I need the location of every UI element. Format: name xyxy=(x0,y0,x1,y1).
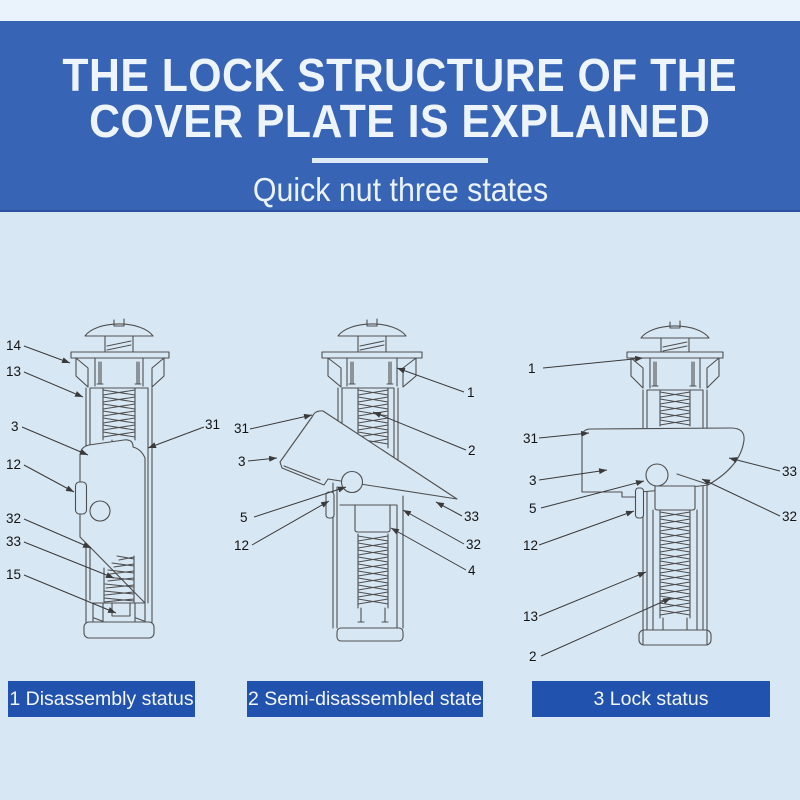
callout-33: 33 xyxy=(6,534,22,549)
header-band xyxy=(0,21,800,212)
callout-14: 14 xyxy=(6,338,22,353)
washer-plate xyxy=(322,352,422,358)
callout-12: 12 xyxy=(234,538,250,553)
pivot-hole xyxy=(90,501,110,521)
callout-2: 2 xyxy=(529,649,537,664)
callout-3: 3 xyxy=(238,454,246,469)
callout-33: 33 xyxy=(782,464,798,479)
side-tab xyxy=(326,492,334,518)
diagram-semi-disassembled xyxy=(230,300,500,650)
foot-channel xyxy=(93,603,145,622)
callout-13: 13 xyxy=(523,609,539,624)
callout-2: 2 xyxy=(468,443,476,458)
state-label-disassembly: 1 Disassembly status xyxy=(8,681,195,717)
top-strip xyxy=(0,0,800,21)
callout-5: 5 xyxy=(240,510,248,525)
pivot-hole xyxy=(646,464,668,486)
fastener-drawing-1 xyxy=(71,319,169,638)
page-title-line1: THE LOCK STRUCTURE OF THE xyxy=(62,49,738,101)
fastener-drawing-3 xyxy=(582,321,744,645)
callout-31: 31 xyxy=(205,417,221,432)
callout-5: 5 xyxy=(529,501,537,516)
callout-32: 32 xyxy=(6,511,22,526)
callout-12: 12 xyxy=(6,457,22,472)
bottom-cap xyxy=(84,622,154,638)
barb-left xyxy=(76,358,88,387)
state-label-semi-disassembled: 2 Semi-disassembled state xyxy=(247,681,483,717)
callout-15: 15 xyxy=(6,567,22,582)
title-divider xyxy=(312,158,488,163)
washer-plate xyxy=(627,352,723,358)
callout-1: 1 xyxy=(467,385,475,400)
side-tab xyxy=(76,482,87,514)
barb-right xyxy=(707,358,719,388)
callout-32: 32 xyxy=(466,537,482,552)
nut-block xyxy=(655,486,695,510)
callout-3: 3 xyxy=(529,473,537,488)
pivot-hole xyxy=(342,472,363,493)
state-label-lock: 3 Lock status xyxy=(532,681,770,717)
washer-plate xyxy=(71,352,169,358)
callout-13: 13 xyxy=(6,364,22,379)
barb-left xyxy=(328,358,341,387)
barb-right xyxy=(152,358,164,387)
barb-left xyxy=(631,358,643,388)
callout-1: 1 xyxy=(528,361,536,376)
callout-4: 4 xyxy=(468,563,476,578)
page-title xyxy=(62,49,738,147)
bottom-cap xyxy=(639,630,711,645)
callout-33: 33 xyxy=(464,509,480,524)
nut-block xyxy=(355,505,390,532)
page-title-line2: COVER PLATE IS EXPLAINED xyxy=(89,95,711,147)
bottom-cap xyxy=(337,628,403,641)
callout-31: 31 xyxy=(523,431,539,446)
callout-3: 3 xyxy=(11,419,19,434)
fastener-drawing-2 xyxy=(280,319,457,641)
callout-12: 12 xyxy=(523,538,539,553)
diagram-lock xyxy=(515,300,800,675)
page-subtitle: Quick nut three states xyxy=(252,171,548,208)
callout-31: 31 xyxy=(234,421,250,436)
wing-tilted xyxy=(280,411,457,499)
callout-32: 32 xyxy=(782,509,798,524)
side-tab xyxy=(636,488,644,518)
diagram-disassembly xyxy=(0,300,240,650)
